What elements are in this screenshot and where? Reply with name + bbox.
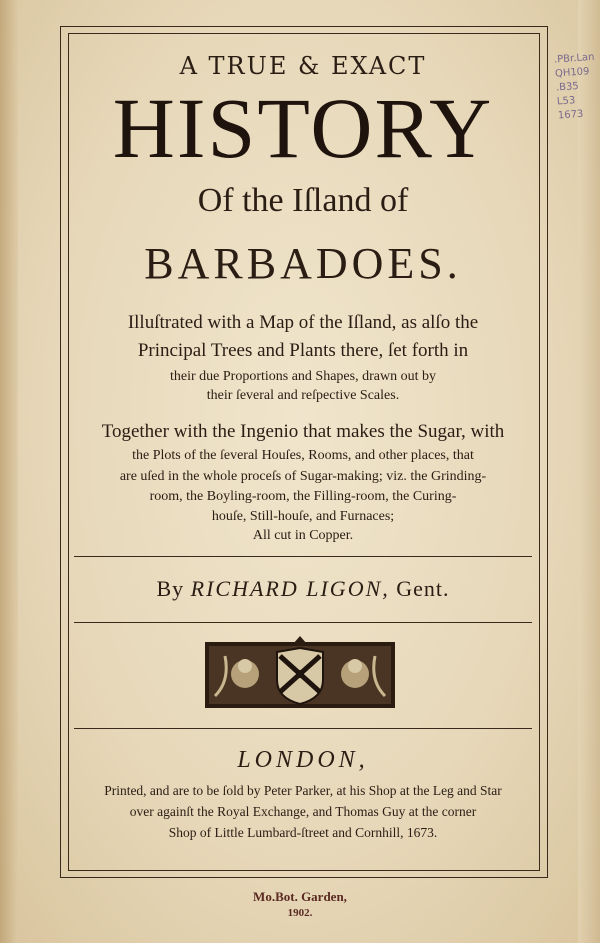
rule-above-imprint [74,728,532,729]
shelfmark-line: .PBr.Lan [553,51,595,66]
imprint-line: Shop of Little Lumbard-ſtreet and Cornhill, 1673. [168,825,438,840]
author-line [68,576,538,602]
shelfmark-line: L53 [556,95,576,108]
para2-line: are uſed in the whole proceſs of Sugar-making; viz. the Grinding- [119,469,487,484]
pencil-shelfmark [554,51,600,124]
para2-line: All cut in Copper. [252,528,354,543]
title-history: HISTORY [112,80,494,176]
author-name: RICHARD LIGON, [190,576,390,601]
para2-line: houſe, Still-houſe, and Furnaces; [211,509,395,524]
by-suffix: Gent. [396,576,450,601]
para2-line: the Plots of the ſeveral Houſes, Rooms, and other places, that [132,448,474,463]
imprint-line: over againſt the Royal Exchange, and Thomas Guy at the corner [129,804,477,819]
imprint-line: Printed, and are to be ſold by Peter Parker, at his Shop at the Leg and Star [104,783,502,798]
rule-above-author [74,556,532,557]
title-line-1: A TRUE & EXACT [179,52,427,80]
page-edge-right [578,0,600,943]
para2-line: room, the Boyling-room, the Filling-room, the Curing- [149,489,457,504]
para1-line: their ſeveral and reſpective Scales. [206,388,400,403]
by-prefix: By [156,576,185,601]
para2-line: Together with the Ingenio that makes the Sugar, with [101,421,505,442]
para1-line: Illuſtrated with a Map of the Iſland, as alſo the [127,312,479,333]
para1-line: their due Proportions and Shapes, drawn out by [170,369,436,384]
title-line-3: Of the Iſland of [197,182,409,219]
imprint-place: LONDON, [237,747,369,773]
shelfmark-line: .B35 [555,80,580,94]
para1-line: Principal Trees and Plants there, ſet forth in [137,340,469,361]
coat-of-arms-woodcut-icon [205,636,395,714]
shelfmark-line: QH109 [554,66,590,80]
page-edge-left [0,0,18,943]
rule-below-author [74,622,532,623]
shelfmark-line: 1673 [557,108,584,122]
library-stamp-line-2: 1902. [287,907,313,919]
library-stamp-line-1: Mo.Bot. Garden, [253,889,347,904]
title-barbadoes: BARBADOES. [144,239,462,288]
